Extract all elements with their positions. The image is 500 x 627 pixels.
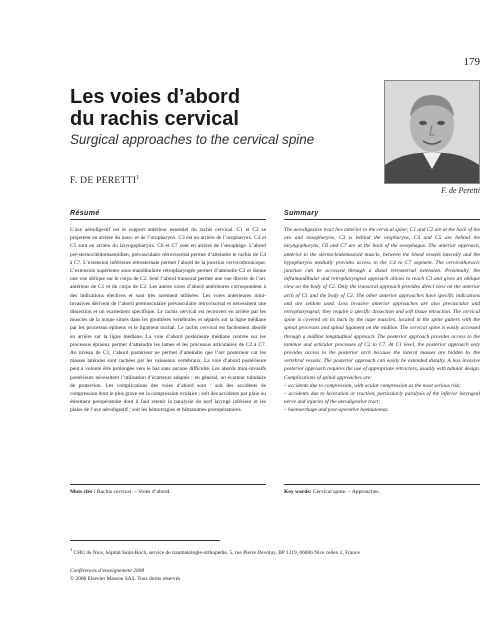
title-line-1: Les voies d’abord [70,86,241,108]
summary-item: – haemorrhage and post-operative haematomas. [284,407,389,414]
keywords-english-text: Cervical spine. – Approaches. [312,489,380,495]
page-footer [70,567,370,583]
author-photo [384,80,480,184]
summary-item: – accidents due to compression, with ocular compression as the most serious risk; [284,382,462,389]
resume-heading: Résumé [70,210,266,220]
footnote-text: CHU de Nice, hôpital Saint-Roch, service de traumatologie-orthopédie, 5, rue Pierre Dévoluy, BP 1319, 06006 Nice cedex 1, France [73,549,360,556]
keywords-french-text: Rachis cervical. – Voies d’abord. [96,489,171,495]
footer-copyright: © 2008 Elsevier Masson SAS. Tous droits réservés [70,576,181,582]
footer-conference: Conférences d’enseignement 2008 [70,568,145,574]
author-name: F. DE PERETTI [70,176,137,187]
author-affiliation-mark: 1 [136,175,140,181]
photo-caption: F. de Peretti [441,186,480,195]
footnote-mark: 1 [70,547,73,552]
keywords-english-label: Key words: [284,489,312,495]
article-title [70,86,310,130]
author-line [70,175,140,186]
summary-heading: Summary [284,210,480,220]
keywords-english [284,484,480,495]
page-number: 179 [463,56,480,68]
footnote-divider [70,540,220,541]
keywords-french-label: Mots clés : [70,489,96,495]
resume-text: L’axe aérodigestif est le support antérieur essentiel du rachis cervical. C1 et C2 se projettent en arrière du naso- et de l’oropharynx. C3 est en arrière de l’oropharynx. C4 et C5 sont en arrière du laryngopharynx. C6 et C7 sont en arrière de l’œsophage. L’abord pré-sternocléidomastoïdien, prévasculaire rétroviscéral permet d’atteindre le rachis de C4 à C7. L’extension inférieure rétrosternale permet l’abord de la jonction cervicothoracique. L’extension supérieure sous-mandibulaire rétropharyngée permet d’atteindre C3 et donne une vue oblique sur le corps de C2. Seul l’abord transoral permet une vue directe de l’arc antérieur de C1 et du corps de C2. Les autres voies d’abord antérieures correspondent à des indications électives et sont très rarement utilisées. Les voies antérieures mini-invasives dérivent de l’abord prémusculaire prévasculaire rétroviscéral et nécessitent une dissection et un écartement spécifique. Le rachis cervical est recouvert en arrière par les muscles de la nuque situés dans les gouttières vertébrales et séparés sur la ligne médiane par les processus épineux et le ligament nuchal. Le rachis cervical est facilement abordé en arrière sur la ligne médiane. La voie d’abord postérieure médiane centrée sur les processus épineux permet d’atteindre les lames et les processus articulaires de C2 à C7. Au niveau de C1, l’abord postérieur ne permet d’atteindre que l’arc postérieur car les masses latérales sont cachées par les vaisseaux vertébraux. La voie d’abord postérieure peut à volonté être prolongée vers le bas sans aucune difficulté. Les abords mini-invasifs postérieurs nécessitent l’utilisation d’écarteurs adaptés : en général, un écarteur tubulaire de protection. Les complications des voies d’abord sont : soit des accidents de compression dont le plus grave est la compression oculaire ; soit des accidents par plaie ou étirement peropératoire dont il faut retenir la paralysie du nerf laryngé inférieur et les plaies de l’axe aérodigestif ; soit les hémorragies et hématomes postopératoires. [70,227,266,414]
summary-item: – accidents due to laceration or traction, particularly paralysis of the inferior laryngeal nerve and injuries of the aerodigestive tract; [284,391,480,406]
summary-text: The aerodigestive tract lies anterior to the cervical spine; C1 and C2 are at the back of the oro and nasopharynx, C3 is behind the oropharynx, C4 and C5 are behind the laryngopharynx, C6 and C7 are at the back of the oesophagus. The anterior approach, anterior to the sternocleidomastoid muscle, between the blood vessels laterally and the hypopharynx medially provides access to the C4 to C7 segment. The cervicothoracic junction can be accessed through a distal retrosternal extension. Proximally, the inframandibular and retropharyngeal approach allows to reach C3 and gives an oblique view on the body of C2. Only the transoral approach provides direct view on the anterior arch of C1 and the body of C2. The other anterior approaches have specific indications and are seldom used. Less invasive anterior approaches are also prevascular and retropharyngeal; they require a specific dissection and soft tissue retraction. The cervical spine is covered on its back by the nape muscles, located in the spine gutters with the spinal processes and spinal ligament on the midline. The cervical spine is easily accessed through a midline longitudinal approach. The posterior approach provides access to the laminae and articular processes of C2 to C7. At C1 level, the posterior approach only provides access to the posterior arch because the lateral masses are hidden by the vertebral vessels. The posterior approach can easily be extended distally. A less invasive posterior approach requires the use of appropriate retractors, usually with tubular design. Complications of spinal approaches are: [284,227,480,381]
article-subtitle: Surgical approaches to the cervical spine [70,132,315,147]
summary-body [284,226,480,415]
title-line-2: du rachis cervical [70,108,239,130]
keywords-french [70,484,266,495]
resume-body [70,226,266,415]
affiliation-footnote [70,547,480,556]
author-portrait-image [385,81,479,183]
